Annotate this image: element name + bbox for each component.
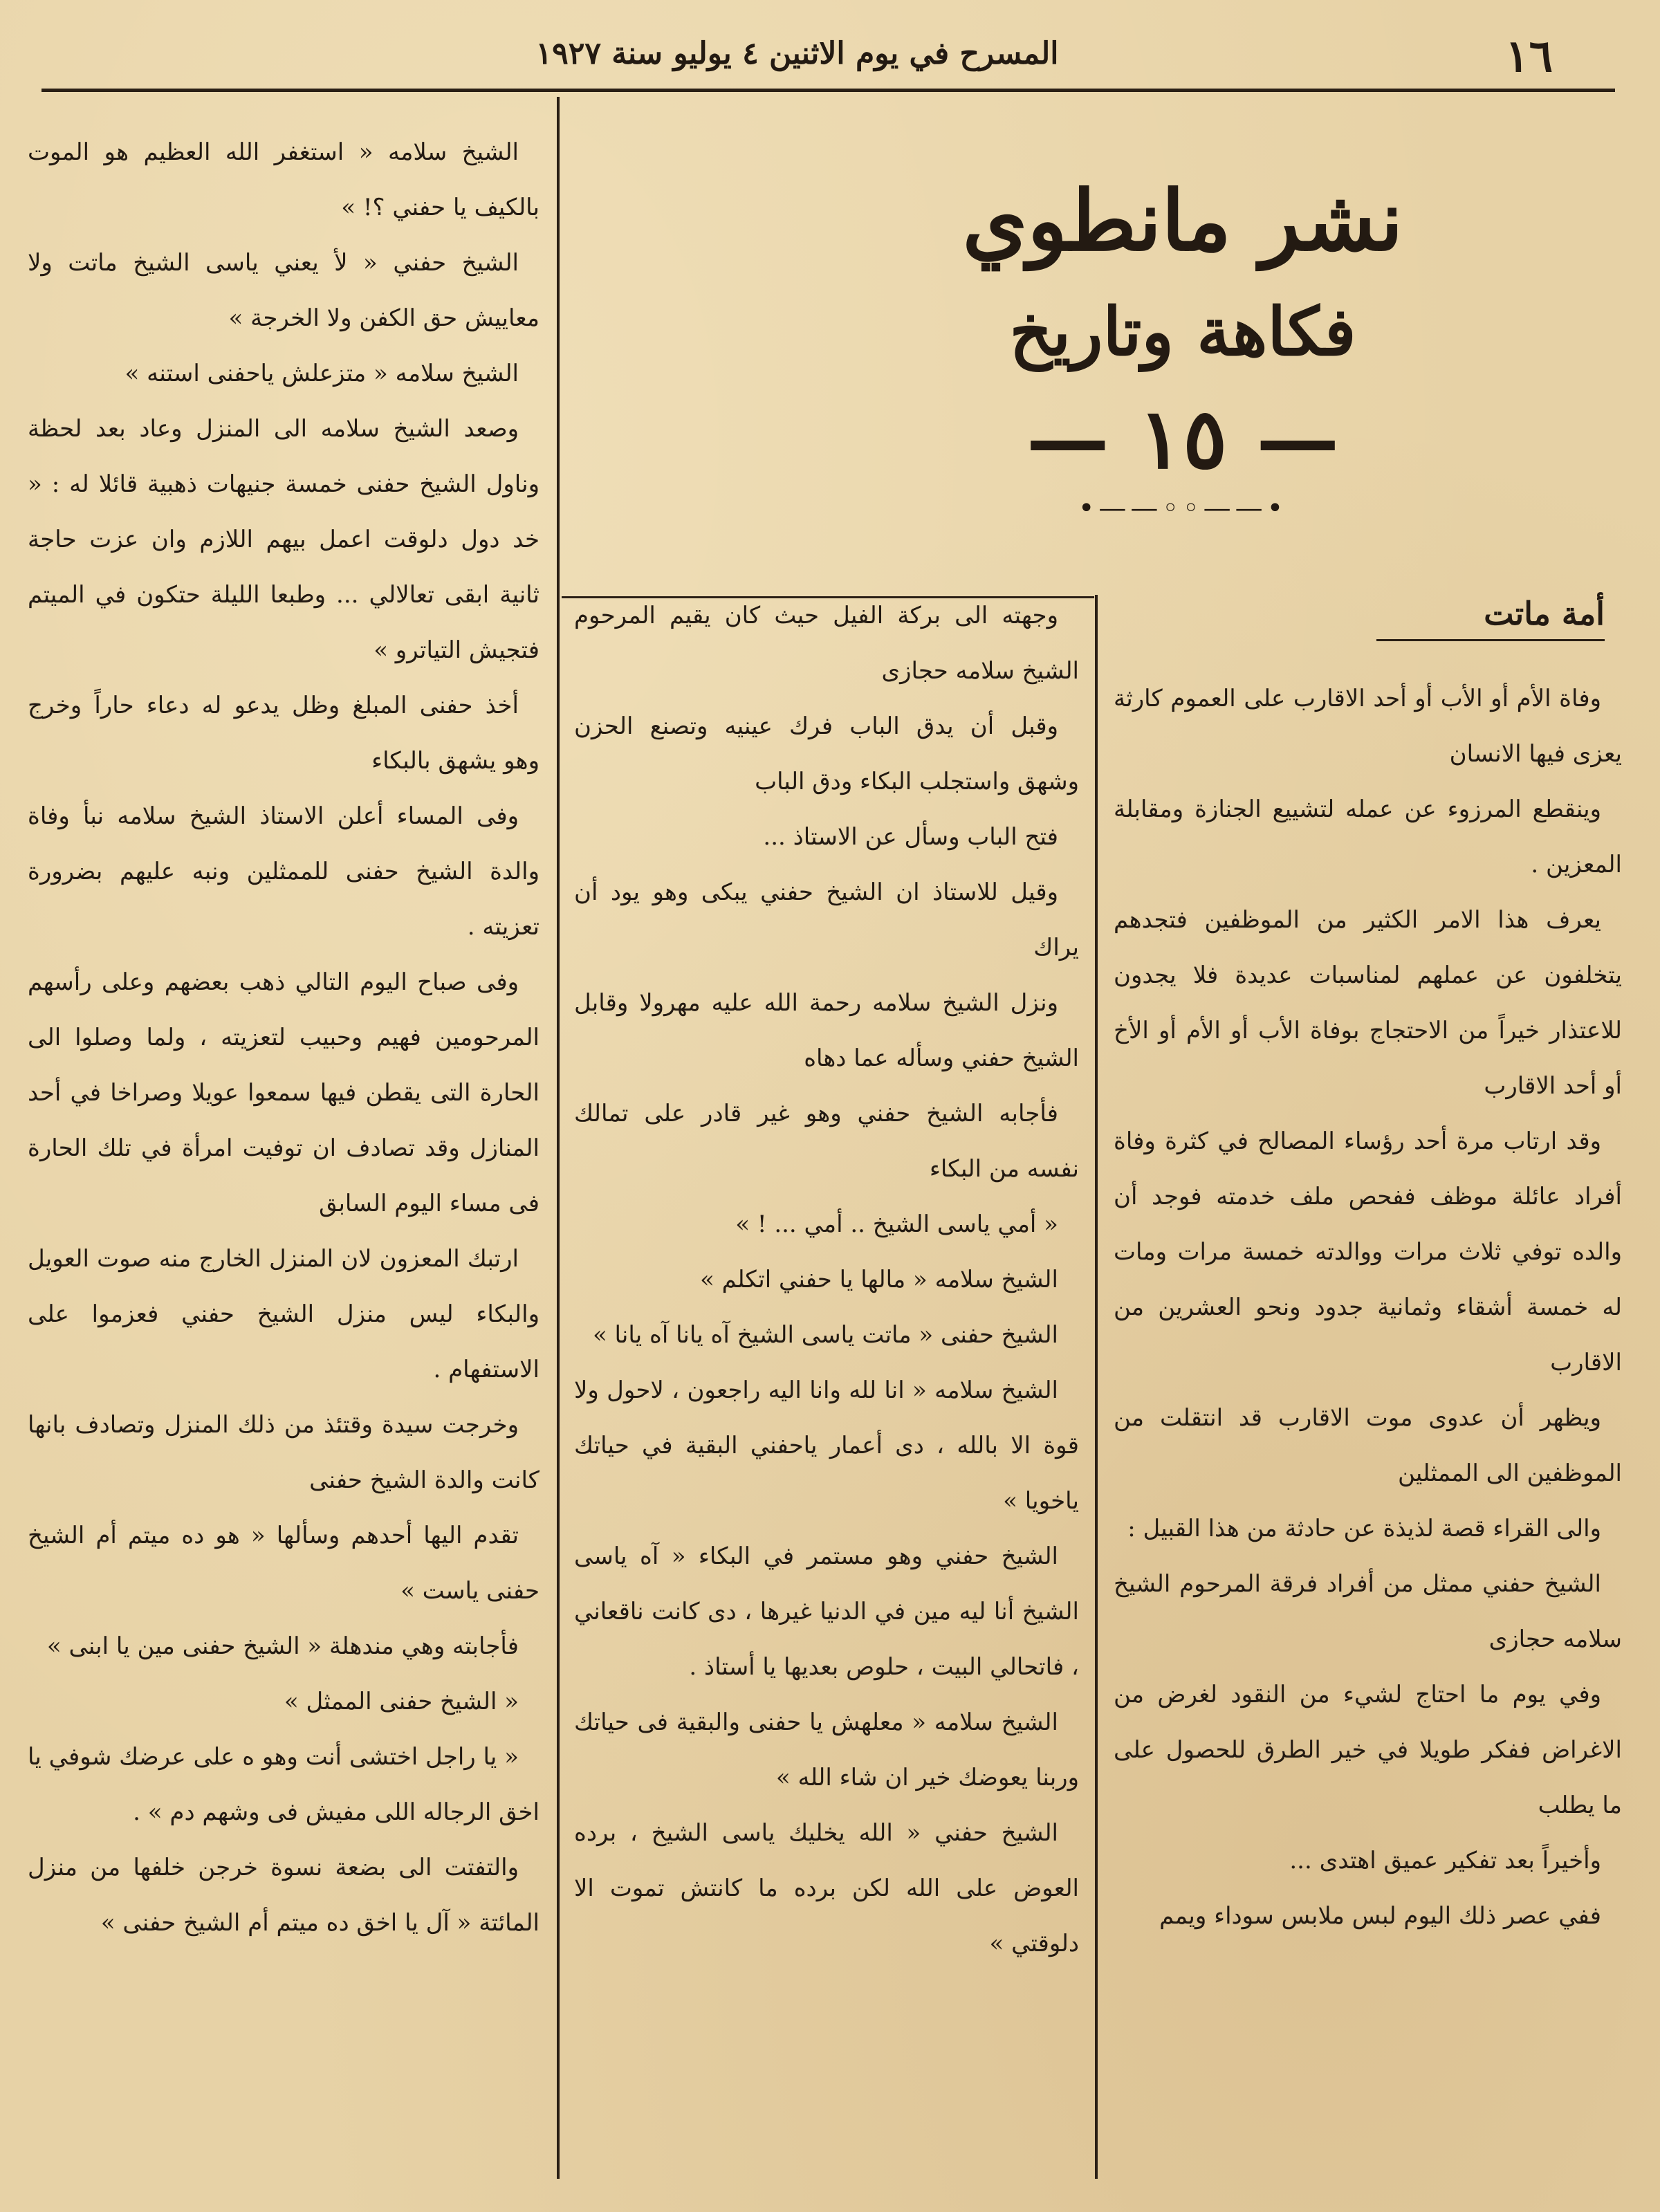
paragraph: « يا راجل اختشى أنت وهو ه على عرضك شوفي يا اخق الرجاله اللى مفيش فى وشهم دم » . xyxy=(28,1743,540,1826)
paragraph: « أمي ياسى الشيخ .. أمي ... ! » xyxy=(735,1210,1058,1238)
paragraph: وينقطع المرزوء عن عمله لتشييع الجنازة ومقابلة المعزين . xyxy=(1114,795,1622,878)
header-rule xyxy=(42,89,1615,92)
paragraph: الشيخ سلامه « مالها يا حفني اتكلم » xyxy=(700,1266,1058,1293)
paragraph: وجهته الى بركة الفيل حيث كان يقيم المرحوم الشيخ سلامه حجازى xyxy=(574,602,1079,685)
paragraph: ونزل الشيخ سلامه رحمة الله عليه مهرولا وقابل الشيخ حفني وسأله عما دهاه xyxy=(574,989,1079,1072)
article-title: نشر مانطوي xyxy=(962,172,1403,270)
paragraph: « الشيخ حفنى الممثل » xyxy=(284,1688,519,1715)
section-heading: أمة ماتت xyxy=(1376,595,1605,641)
running-title: المسرح في يوم الاثنين ٤ يوليو سنة ١٩٢٧ xyxy=(535,36,1059,71)
paragraph: فأجابه الشيخ حفني وهو غير قادر على تمالك نفسه من البكاء xyxy=(574,1100,1079,1183)
paragraph: الشيخ حفني « الله يخليك ياسى الشيخ ، برده العوض على الله لكن برده ما كانتش تموت الا دلوقتي » xyxy=(574,1819,1079,1957)
page-number: ١٦ xyxy=(1505,30,1553,82)
paragraph: الشيخ حفنى « ماتت ياسى الشيخ آه يانا آه يانا » xyxy=(592,1321,1058,1349)
paragraph: وفاة الأم أو الأب أو أحد الاقارب على العموم كارثة يعزى فيها الانسان xyxy=(1114,685,1622,768)
column-right xyxy=(1114,671,1622,1944)
article-subtitle: فكاهة وتاريخ xyxy=(1009,293,1356,371)
paragraph: وقبل أن يدق الباب فرك عينيه وتصنع الحزن وشهق واستجلب البكاء ودق الباب xyxy=(574,712,1079,795)
paragraph: فتح الباب وسأل عن الاستاذ ... xyxy=(763,823,1058,851)
paragraph: وقد ارتاب مرة أحد رؤساء المصالح في كثرة وفاة أفراد عائلة موظف ففحص ملف خدمته فوجد أن والده توفي ثلاث مرات ووالدته خمسة مرات ومات له خمسة أشقاء وثمانية جدود ونحو العشرين من الاقارب xyxy=(1114,1127,1622,1376)
paragraph: ففي عصر ذلك اليوم لبس ملابس سوداء ويمم xyxy=(1159,1902,1601,1930)
paragraph: وفى المساء أعلن الاستاذ الشيخ سلامه نبأ وفاة والدة الشيخ حفنى للممثلين ونبه عليهم بضرورة تعزيته . xyxy=(28,802,540,941)
paragraph: والتفتت الى بضعة نسوة خرجن خلفها من منزل المائتة « آل يا اخق ده ميتم أم الشيخ حفنى » xyxy=(28,1854,540,1937)
paragraph: الشيخ سلامه « متزعلش ياحفنى استنه » xyxy=(124,360,519,387)
paragraph: الشيخ سلامه « انا لله وانا اليه راجعون ، لاحول ولا قوة الا بالله ، دى أعمار ياحفني البقية في حياتك ياخويا » xyxy=(574,1376,1079,1515)
paragraph: تقدم اليها أحدهم وسألها « هو ده ميتم أم الشيخ حفنى ياست » xyxy=(28,1522,540,1605)
paragraph: وقيل للاستاذ ان الشيخ حفني يبكى وهو يود أن يراك xyxy=(574,878,1079,961)
ornament-divider: •——◦◦——• xyxy=(1078,492,1288,524)
paragraph: وفي يوم ما احتاج لشيء من النقود لغرض من الاغراض ففكر طويلا في خير الطرق للحصول على ما يطلب xyxy=(1114,1681,1622,1819)
paragraph: ويظهر أن عدوى موت الاقارب قد انتقلت من الموظفين الى الممثلين xyxy=(1114,1404,1622,1487)
paragraph: وخرجت سيدة وقتئذ من ذلك المنزل وتصادف بانها كانت والدة الشيخ حفنى xyxy=(28,1411,540,1494)
paragraph: الشيخ سلامه « معلهش يا حفنى والبقية فى حياتك وربنا يعوضك خير ان شاء الله » xyxy=(574,1708,1079,1791)
paragraph: والى القراء قصة لذيذة عن حادثة من هذا القبيل : xyxy=(1127,1515,1601,1542)
page-header xyxy=(42,26,1553,89)
paragraph: الشيخ حفني وهو مستمر في البكاء « آه ياسى الشيخ أنا ليه مين في الدنيا غيرها ، دى كانت ناقعاني ، فاتحالي البيت ، حلوص بعديها يا أستاذ . xyxy=(574,1542,1079,1681)
column-divider-right xyxy=(1095,595,1098,2179)
article-masthead xyxy=(747,152,1618,567)
paragraph: ارتبك المعزون لان المنزل الخارج منه صوت العويل والبكاء ليس منزل الشيخ حفني فعزموا على الاستفهام . xyxy=(28,1245,540,1383)
paragraph: يعرف هذا الامر الكثير من الموظفين فتجدهم يتخلفون عن عملهم لمناسبات عديدة فلا يجدون للاعتذار خيراً من الاحتجاج بوفاة الأب أو الأم أو الأخ أو أحد الاقارب xyxy=(1114,906,1622,1100)
paragraph: الشيخ حفني « لأ يعني ياسى الشيخ ماتت ولا معاييش حق الكفن ولا الخرجة » xyxy=(28,249,540,332)
paragraph: وصعد الشيخ سلامه الى المنزل وعاد بعد لحظة وناول الشيخ حفنى خمسة جنيهات ذهبية قائلا له : « خد دول دلوقت اعمل بيهم اللازم وان عزت حاجة ثانية ابقى تعالالي ... وطبعا الليلة حتكون في الميتم فتجيش التياترو » xyxy=(28,415,540,664)
paragraph: الشيخ حفني ممثل من أفراد فرقة المرحوم الشيخ سلامه حجازى xyxy=(1114,1570,1622,1653)
column-left xyxy=(28,125,540,1951)
paragraph: وأخيراً بعد تفكير عميق اهتدى ... xyxy=(1289,1847,1601,1874)
paragraph: وفى صباح اليوم التالي ذهب بعضهم وعلى رأسهم المرحومين فهيم وحبيب لتعزيته ، ولما وصلوا الى الحارة التى يقطن فيها سمعوا عويلا وصراخا في أحد المنازل وقد تصادف ان توفيت امرأة في تلك الحارة فى مساء اليوم السابق xyxy=(28,968,540,1217)
paragraph: أخذ حفنى المبلغ وظل يدعو له دعاء حاراً وخرج وهو يشهق بالبكاء xyxy=(28,692,540,775)
article-number: — ١٥ — xyxy=(1026,390,1340,488)
column-middle xyxy=(574,588,1079,1971)
paragraph: فأجابته وهي مندهلة « الشيخ حفنى مين يا ابنى » xyxy=(46,1632,519,1660)
column-divider-left xyxy=(557,97,560,2179)
paragraph: الشيخ سلامه « استغفر الله العظيم هو الموت بالكيف يا حفني ؟! » xyxy=(28,138,540,221)
